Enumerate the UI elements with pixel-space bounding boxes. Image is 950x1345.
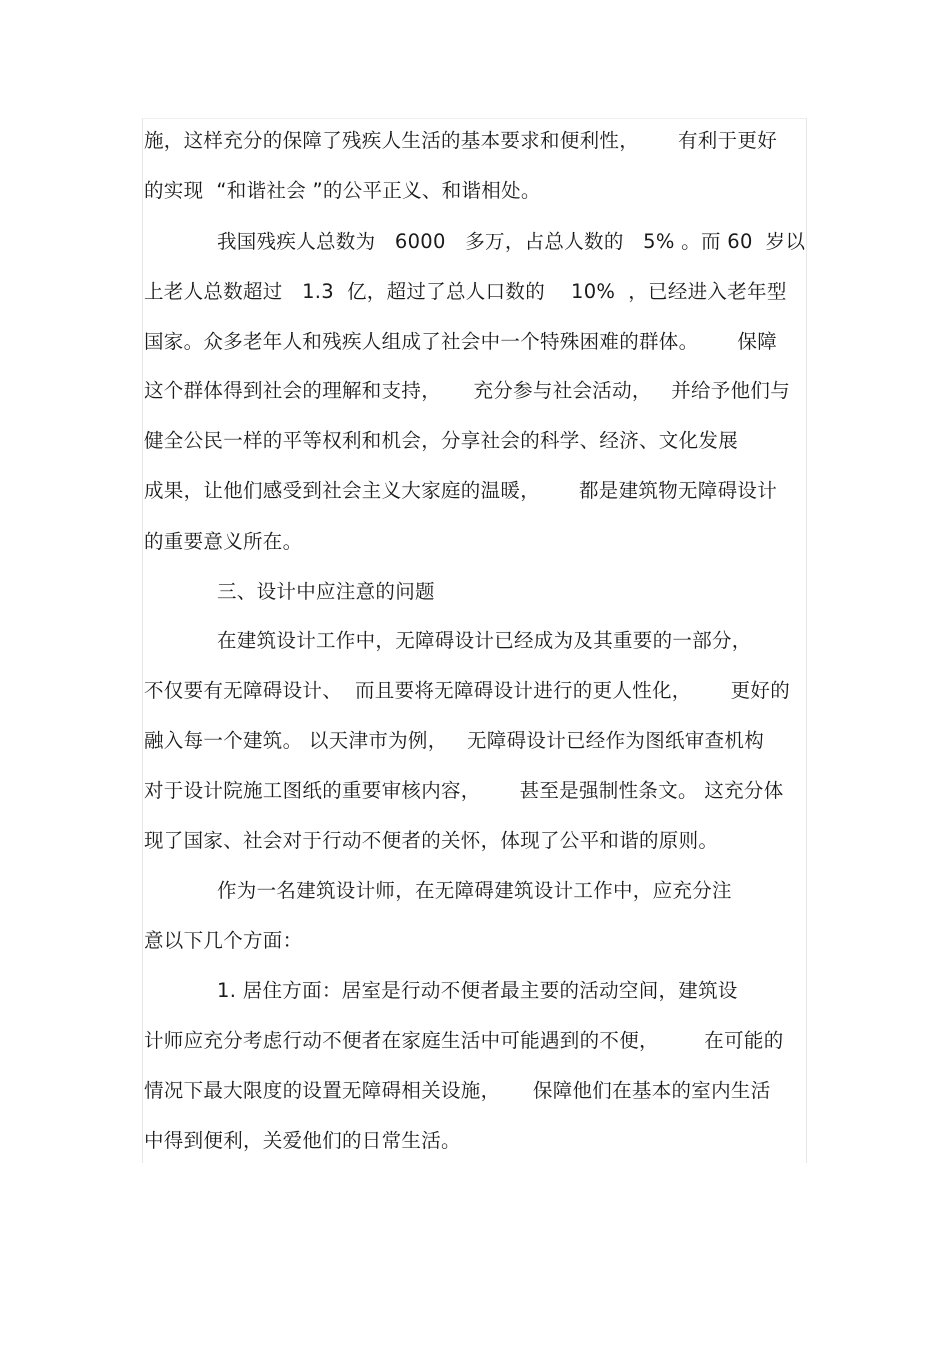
text-line: 融入每一个建筑。 以天津市为例， 无障碍设计已经作为图纸审查机构 <box>144 729 764 752</box>
text-line: 意以下几个方面： <box>144 929 303 952</box>
text-line: 情况下最大限度的设置无障碍相关设施， 保障他们在基本的室内生活 <box>144 1079 771 1102</box>
section-heading: 三、设计中应注意的问题 <box>217 580 435 603</box>
paragraph-start-line: 我国残疾人总数为 6000 多万，占总人数的 5% 。而 60 岁以 <box>217 230 806 253</box>
paragraph-start-line: 在建筑设计工作中，无障碍设计已经成为及其重要的一部分， <box>217 629 752 652</box>
text-line: 施，这样充分的保障了残疾人生活的基本要求和便利性， 有利于更好 <box>144 129 777 152</box>
text-line: 成果，让他们感受到社会主义大家庭的温暖， 都是建筑物无障碍设计 <box>144 479 777 502</box>
text-line: 计师应充分考虑行动不便者在家庭生活中可能遇到的不便， 在可能的 <box>144 1029 784 1052</box>
text-line: 对于设计院施工图纸的重要审核内容， 甚至是强制性条文。 这充分体 <box>144 779 784 802</box>
text-line: 这个群体得到社会的理解和支持， 充分参与社会活动， 并给予他们与 <box>144 379 790 402</box>
text-line: 的重要意义所在。 <box>144 530 303 553</box>
paragraph-start-line: 作为一名建筑设计师，在无障碍建筑设计工作中，应充分注 <box>217 879 732 902</box>
list-item-start-line: 1. 居住方面：居室是行动不便者最主要的活动空间，建筑设 <box>217 979 738 1002</box>
text-line: 现了国家、社会对于行动不便者的关怀，体现了公平和谐的原则。 <box>144 829 719 852</box>
text-line: 中得到便利，关爱他们的日常生活。 <box>144 1129 461 1152</box>
text-line: 的实现 “和谐社会 ”的公平正义、和谐相处。 <box>144 179 541 202</box>
text-line: 上老人总数超过 1.3 亿，超过了总人口数的 10% ，已经进入老年型 <box>144 280 787 303</box>
text-line: 国家。众多老年人和残疾人组成了社会中一个特殊困难的群体。 保障 <box>144 330 777 353</box>
text-line: 不仅要有无障碍设计、 而且要将无障碍设计进行的更人性化， 更好的 <box>144 679 790 702</box>
text-line: 健全公民一样的平等权利和机会，分享社会的科学、经济、文化发展 <box>144 429 739 452</box>
